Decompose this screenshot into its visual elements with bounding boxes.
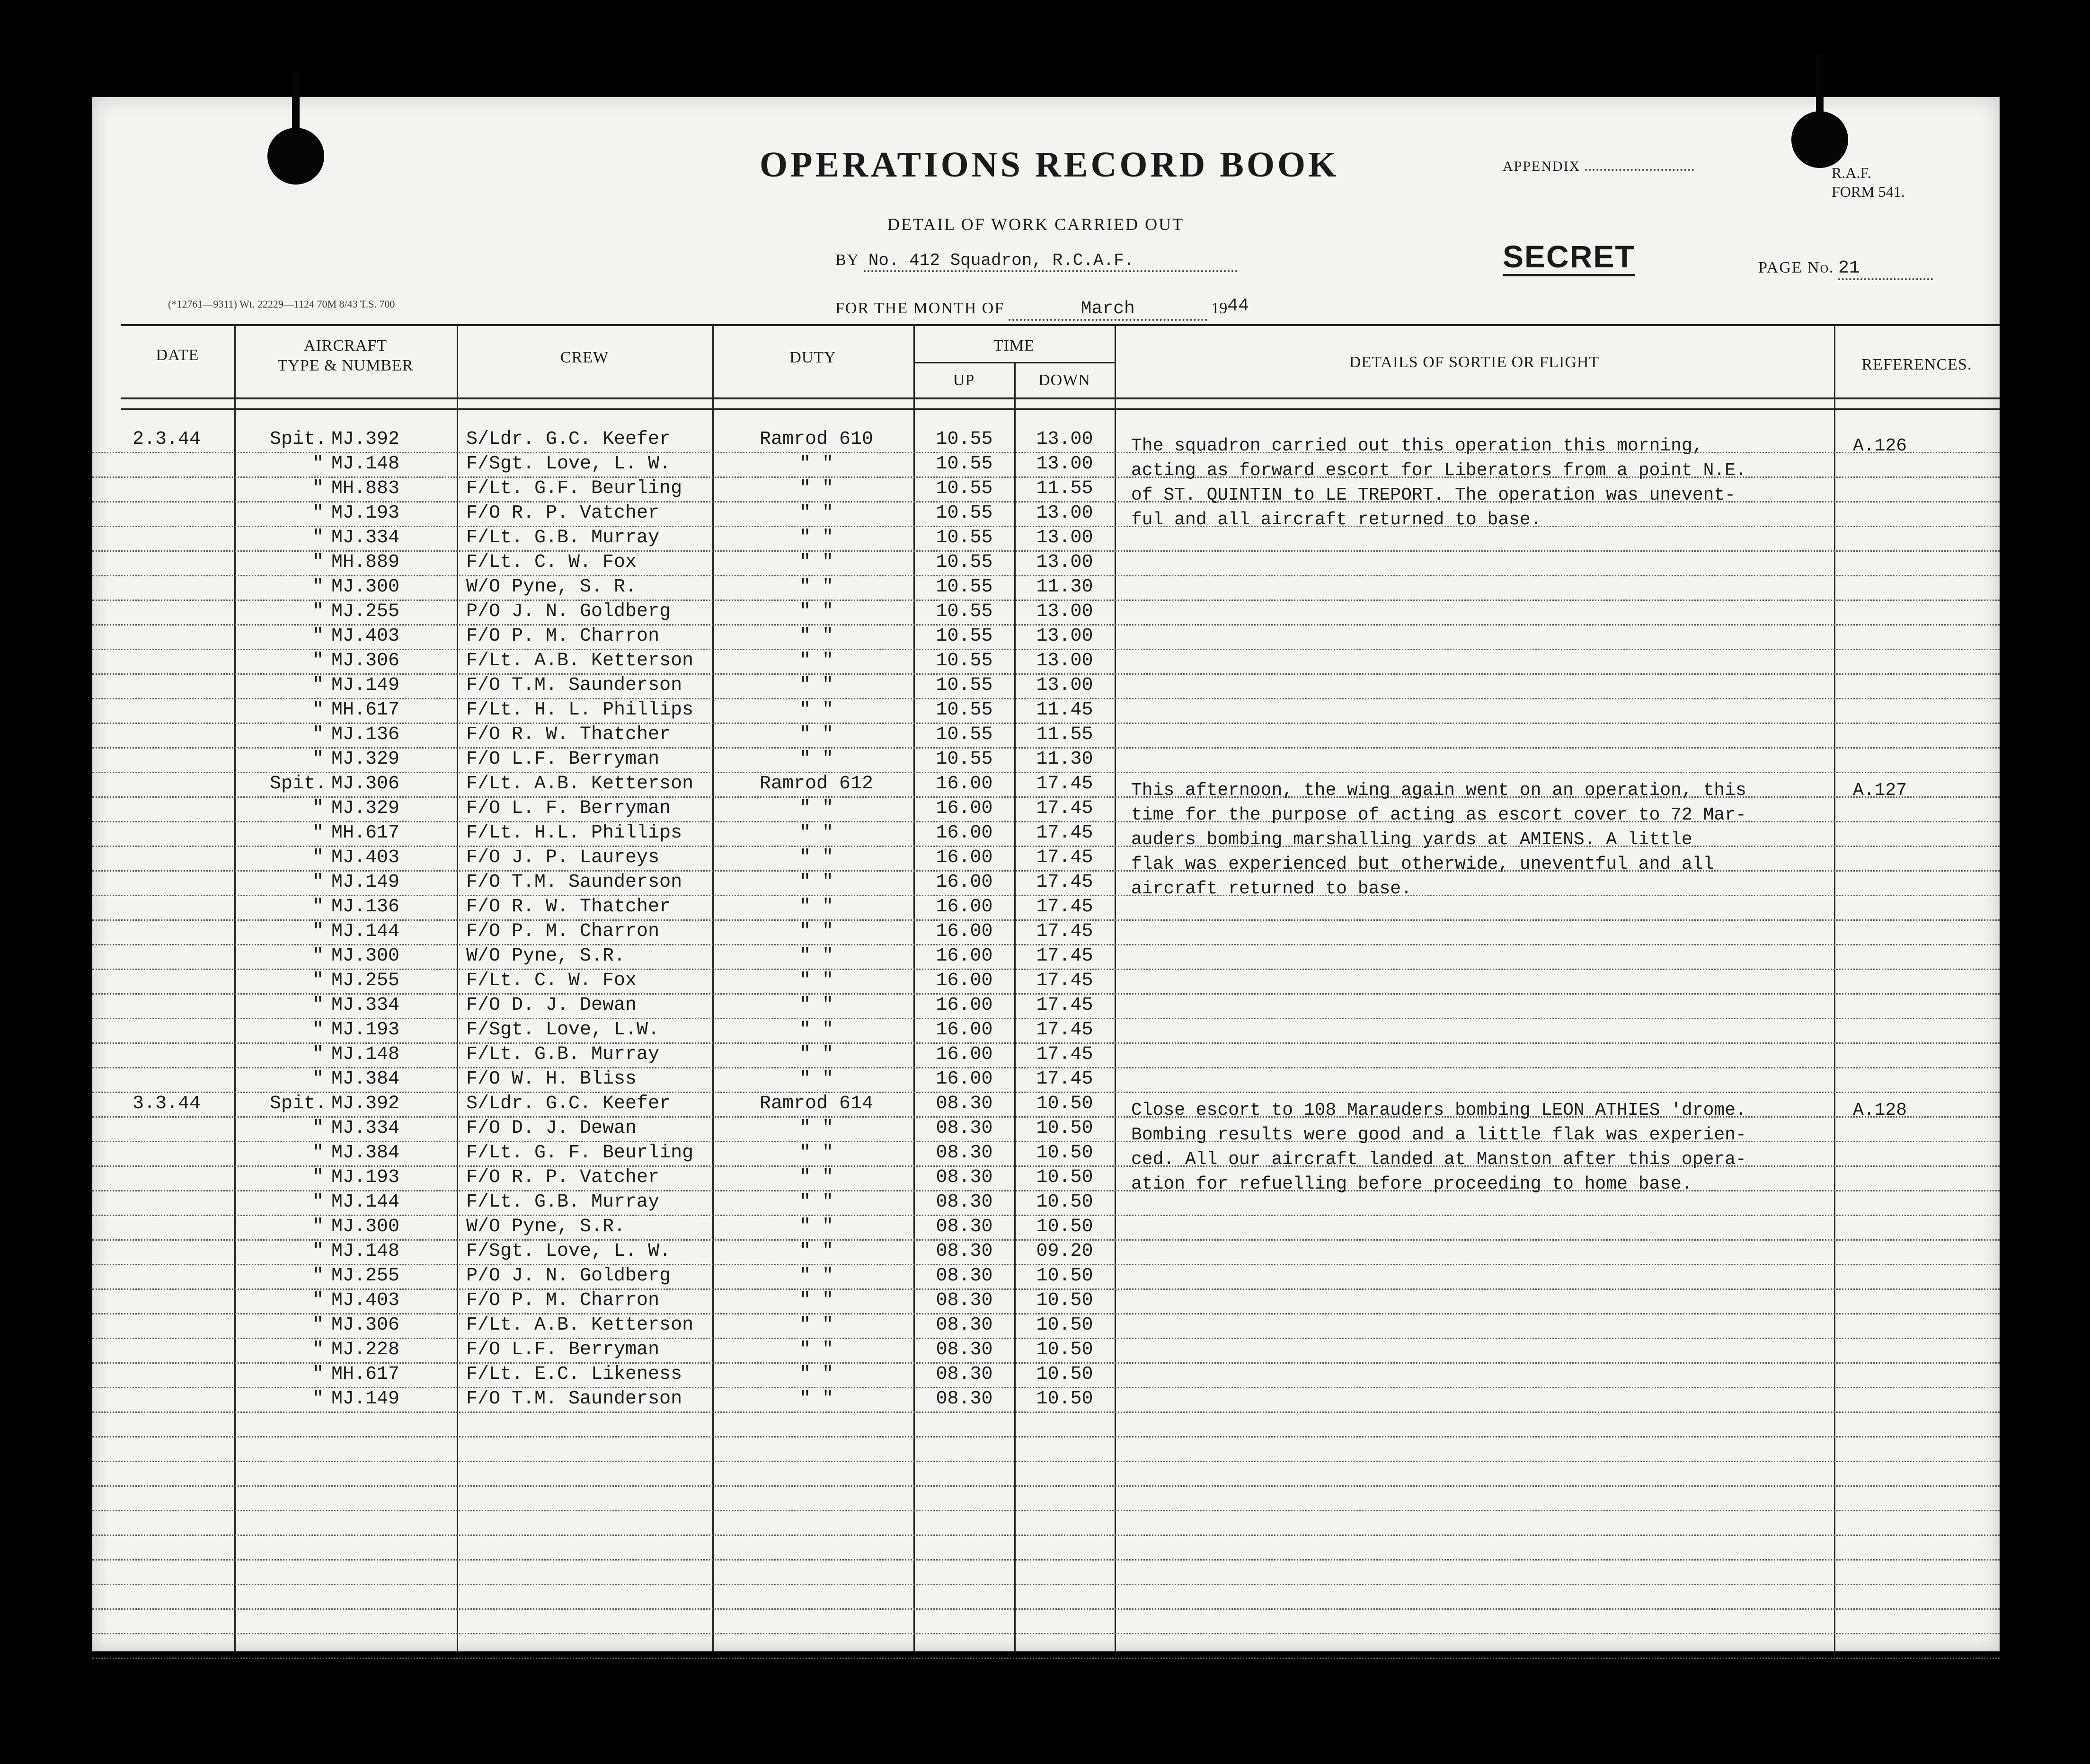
cell-crew: F/Lt. H.L. Phillips xyxy=(466,822,682,844)
cell-number: MJ.306 xyxy=(331,1314,400,1336)
cell-type: Spit. xyxy=(270,1093,327,1114)
cell-duty: " " xyxy=(799,527,833,548)
cell-duty: " " xyxy=(799,576,833,598)
cell-duty: Ramrod 612 xyxy=(759,773,874,794)
cell-number: MJ.329 xyxy=(331,749,400,770)
cell-type: " xyxy=(312,699,324,721)
cell-crew: F/Lt. E.C. Likeness xyxy=(466,1364,682,1385)
cell-up: 10.55 xyxy=(936,699,993,721)
cell-duty: Ramrod 614 xyxy=(759,1093,874,1114)
cell-duty: " " xyxy=(799,1290,833,1311)
detail-line: ced. All our aircraft landed at Manston after this opera- xyxy=(1131,1149,1746,1170)
cell-up: 08.30 xyxy=(936,1142,993,1164)
cell-down: 10.50 xyxy=(1036,1265,1093,1287)
cell-type: " xyxy=(312,1216,324,1237)
cell-up: 16.00 xyxy=(936,847,993,868)
cell-duty: " " xyxy=(799,1314,833,1336)
cell-crew: F/O P. M. Charron xyxy=(466,921,660,942)
cell-down: 10.50 xyxy=(1036,1216,1093,1237)
cell-number: MJ.306 xyxy=(331,773,400,794)
cell-duty: " " xyxy=(799,872,833,893)
cell-up: 10.55 xyxy=(936,724,993,745)
cell-type: " xyxy=(312,724,324,745)
cell-type: " xyxy=(312,1068,324,1090)
cell-number: MJ.148 xyxy=(331,453,400,475)
cell-down: 17.45 xyxy=(1036,970,1093,991)
cell-down: 17.45 xyxy=(1036,1019,1093,1041)
cell-type: " xyxy=(312,798,324,819)
cell-down: 17.45 xyxy=(1036,798,1093,819)
row-rule xyxy=(92,1510,2000,1511)
cell-down: 10.50 xyxy=(1036,1167,1093,1188)
cell-down: 17.45 xyxy=(1036,921,1093,942)
detail-line: auders bombing marshalling yards at AMIENS. A little xyxy=(1131,829,1692,850)
record-sheet xyxy=(92,97,2000,1651)
cell-down: 10.50 xyxy=(1036,1142,1093,1164)
cell-down: 17.45 xyxy=(1036,847,1093,868)
detail-line: The squadron carried out this operation this morning, xyxy=(1131,436,1703,456)
cell-type: " xyxy=(312,1167,324,1188)
cell-crew: F/Lt. G.B. Murray xyxy=(466,527,660,548)
cell-number: MJ.384 xyxy=(331,1068,400,1090)
cell-duty: " " xyxy=(799,1191,833,1213)
cell-down: 11.45 xyxy=(1036,699,1093,721)
cell-up: 08.30 xyxy=(936,1093,993,1114)
cell-crew: F/O T.M. Saunderson xyxy=(466,675,682,696)
cell-number: MJ.228 xyxy=(331,1339,400,1360)
detail-line: Close escort to 108 Marauders bombing LEON ATHIES 'drome. xyxy=(1131,1100,1746,1120)
cell-crew: F/O R. W. Thatcher xyxy=(466,896,671,917)
binder-hole-right xyxy=(1791,111,1848,168)
cell-up: 08.30 xyxy=(936,1118,993,1139)
cell-duty: " " xyxy=(799,1068,833,1090)
cell-up: 10.55 xyxy=(936,527,993,548)
cell-type: " xyxy=(312,970,324,991)
cell-down: 13.00 xyxy=(1036,650,1093,671)
cell-date: 3.3.44 xyxy=(133,1093,201,1114)
cell-duty: " " xyxy=(799,749,833,770)
print-code: (*12761—9311) Wt. 22229—1124 70M 8/43 T.S. 700 xyxy=(168,298,395,310)
cell-number: MH.889 xyxy=(331,552,400,573)
cell-down: 11.55 xyxy=(1036,724,1093,745)
cell-duty: Ramrod 610 xyxy=(759,429,874,450)
col-references: REFERENCES. xyxy=(1861,356,1972,373)
cell-up: 10.55 xyxy=(936,576,993,598)
cell-up: 08.30 xyxy=(936,1216,993,1237)
cell-crew: F/O L.F. Berryman xyxy=(466,1339,660,1360)
cell-duty: " " xyxy=(799,995,833,1016)
cell-type: " xyxy=(312,921,324,942)
cell-type: " xyxy=(312,749,324,770)
detail-line: acting as forward escort for Liberators from a point N.E. xyxy=(1131,460,1746,481)
cell-down: 13.00 xyxy=(1036,552,1093,573)
cell-down: 09.20 xyxy=(1036,1241,1093,1262)
cell-up: 08.30 xyxy=(936,1241,993,1262)
cell-duty: " " xyxy=(799,1044,833,1065)
cell-type: " xyxy=(312,822,324,844)
col-up: UP xyxy=(953,371,975,389)
cell-crew: F/O T.M. Saunderson xyxy=(466,1388,682,1410)
cell-duty: " " xyxy=(799,1265,833,1287)
cell-type: " xyxy=(312,1314,324,1336)
cell-down: 13.00 xyxy=(1036,675,1093,696)
cell-crew: F/O L.F. Berryman xyxy=(466,749,660,770)
cell-up: 08.30 xyxy=(936,1388,993,1410)
cell-down: 11.30 xyxy=(1036,576,1093,598)
col-crew: CREW xyxy=(560,349,609,366)
cell-number: MJ.403 xyxy=(331,1290,400,1311)
cell-duty: " " xyxy=(799,822,833,844)
cell-down: 17.45 xyxy=(1036,945,1093,967)
cell-down: 10.50 xyxy=(1036,1290,1093,1311)
cell-crew: W/O Pyne, S.R. xyxy=(466,1216,626,1237)
cell-down: 11.55 xyxy=(1036,478,1093,499)
cell-crew: S/Ldr. G.C. Keefer xyxy=(466,429,671,450)
cell-down: 17.45 xyxy=(1036,822,1093,844)
detail-line: Bombing results were good and a little flak was experien- xyxy=(1131,1125,1746,1145)
cell-duty: " " xyxy=(799,1241,833,1262)
cell-down: 10.50 xyxy=(1036,1093,1093,1114)
cell-number: MH.617 xyxy=(331,822,400,844)
cell-down: 13.00 xyxy=(1036,601,1093,622)
cell-down: 13.00 xyxy=(1036,626,1093,647)
cell-type: " xyxy=(312,1388,324,1410)
detail-line: This afternoon, the wing again went on an operation, this xyxy=(1131,780,1746,801)
cell-crew: F/O R. P. Vatcher xyxy=(466,503,660,524)
cell-crew: F/O L. F. Berryman xyxy=(466,798,671,819)
cell-type: " xyxy=(312,576,324,598)
col-date: DATE xyxy=(156,346,199,364)
cell-crew: F/Lt. A.B. Ketterson xyxy=(466,650,694,671)
cell-number: MJ.193 xyxy=(331,1019,400,1041)
row-rule xyxy=(92,1461,2000,1462)
cell-number: MJ.306 xyxy=(331,650,400,671)
row-rule xyxy=(92,1535,2000,1536)
cell-up: 16.00 xyxy=(936,921,993,942)
cell-number: MJ.300 xyxy=(331,576,400,598)
row-rule xyxy=(92,1559,2000,1561)
cell-number: MJ.149 xyxy=(331,1388,400,1410)
cell-duty: " " xyxy=(799,798,833,819)
row-rule xyxy=(92,1485,2000,1487)
cell-type: " xyxy=(312,896,324,917)
row-rule xyxy=(92,1633,2000,1634)
cell-up: 16.00 xyxy=(936,798,993,819)
cell-up: 16.00 xyxy=(936,896,993,917)
detail-line: time for the purpose of acting as escort cover to 72 Mar- xyxy=(1131,805,1746,825)
unit-line: BY No. 412 Squadron, R.C.A.F. xyxy=(835,251,1238,272)
cell-crew: F/Sgt. Love, L. W. xyxy=(466,1241,671,1262)
col-details: DETAILS OF SORTIE OR FLIGHT xyxy=(1349,353,1600,371)
cell-duty: " " xyxy=(799,724,833,745)
cell-type: " xyxy=(312,1265,324,1287)
cell-crew: F/O D. J. Dewan xyxy=(466,995,637,1016)
cell-duty: " " xyxy=(799,552,833,573)
cell-up: 10.55 xyxy=(936,626,993,647)
cell-number: MJ.255 xyxy=(331,601,400,622)
cell-type: " xyxy=(312,1044,324,1065)
cell-type: " xyxy=(312,1118,324,1139)
cell-down: 17.45 xyxy=(1036,1044,1093,1065)
cell-crew: W/O Pyne, S.R. xyxy=(466,945,626,967)
cell-down: 17.45 xyxy=(1036,896,1093,917)
cell-crew: F/O T.M. Saunderson xyxy=(466,872,682,893)
cell-up: 08.30 xyxy=(936,1191,993,1213)
cell-up: 16.00 xyxy=(936,970,993,991)
cell-duty: " " xyxy=(799,601,833,622)
page-number: PAGE No. 21 xyxy=(1758,258,1933,280)
cell-crew: F/O R. W. Thatcher xyxy=(466,724,671,745)
cell-crew: F/Lt. C. W. Fox xyxy=(466,970,637,991)
cell-type: " xyxy=(312,453,324,475)
cell-crew: P/O J. N. Goldberg xyxy=(466,1265,671,1287)
cell-duty: " " xyxy=(799,453,833,475)
col-duty: DUTY xyxy=(789,349,836,366)
month-value: March xyxy=(1009,299,1207,321)
cell-duty: " " xyxy=(799,675,833,696)
reference-code: A.127 xyxy=(1853,780,1907,801)
cell-duty: " " xyxy=(799,626,833,647)
cell-number: MJ.255 xyxy=(331,1265,400,1287)
cell-up: 16.00 xyxy=(936,773,993,794)
cell-down: 17.45 xyxy=(1036,995,1093,1016)
cell-number: MJ.144 xyxy=(331,921,400,942)
cell-up: 10.55 xyxy=(936,503,993,524)
cell-down: 13.00 xyxy=(1036,429,1093,450)
cell-type: " xyxy=(312,847,324,868)
cell-down: 11.30 xyxy=(1036,749,1093,770)
cell-up: 16.00 xyxy=(936,995,993,1016)
row-rule xyxy=(92,1658,2000,1659)
cell-duty: " " xyxy=(799,1388,833,1410)
cell-duty: " " xyxy=(799,699,833,721)
unit-name: No. 412 Squadron, R.C.A.F. xyxy=(864,251,1238,272)
detail-line: of ST. QUINTIN to LE TREPORT. The operation was unevent- xyxy=(1131,485,1736,505)
cell-crew: W/O Pyne, S. R. xyxy=(466,576,637,598)
cell-crew: F/Lt. A.B. Ketterson xyxy=(466,773,694,794)
row-rule xyxy=(92,1411,2000,1413)
cell-duty: " " xyxy=(799,847,833,868)
cell-crew: P/O J. N. Goldberg xyxy=(466,601,671,622)
cell-number: MJ.392 xyxy=(331,429,400,450)
cell-down: 10.50 xyxy=(1036,1388,1093,1410)
cell-number: MH.883 xyxy=(331,478,400,499)
cell-type: " xyxy=(312,945,324,967)
cell-up: 16.00 xyxy=(936,1044,993,1065)
row-rule xyxy=(92,1436,2000,1438)
cell-number: MJ.149 xyxy=(331,675,400,696)
cell-crew: F/O P. M. Charron xyxy=(466,1290,660,1311)
cell-down: 13.00 xyxy=(1036,527,1093,548)
cell-type: " xyxy=(312,1339,324,1360)
cell-type: " xyxy=(312,601,324,622)
cell-duty: " " xyxy=(799,478,833,499)
cell-down: 17.45 xyxy=(1036,872,1093,893)
reference-code: A.126 xyxy=(1853,436,1907,456)
cell-type: " xyxy=(312,1191,324,1213)
detail-line: ful and all aircraft returned to base. xyxy=(1131,510,1541,530)
cell-down: 10.50 xyxy=(1036,1118,1093,1139)
month-line: FOR THE MONTH OF March 1944 xyxy=(835,296,1249,321)
cell-duty: " " xyxy=(799,1142,833,1164)
cell-number: MJ.193 xyxy=(331,1167,400,1188)
cell-type: " xyxy=(312,1364,324,1385)
form-subtitle: DETAIL OF WORK CARRIED OUT xyxy=(887,215,1185,234)
cell-crew: F/O P. M. Charron xyxy=(466,626,660,647)
cell-crew: F/Lt. G.B. Murray xyxy=(466,1191,660,1213)
cell-crew: F/Lt. A.B. Ketterson xyxy=(466,1314,694,1336)
col-time: TIME xyxy=(993,337,1035,354)
cell-number: MH.617 xyxy=(331,699,400,721)
cell-up: 10.55 xyxy=(936,478,993,499)
cell-duty: " " xyxy=(799,1167,833,1188)
form-title: OPERATIONS RECORD BOOK xyxy=(760,145,1339,185)
cell-number: MJ.255 xyxy=(331,970,400,991)
raf-form-number: R.A.F. FORM 541. xyxy=(1832,164,1905,200)
cell-type: " xyxy=(312,552,324,573)
cell-up: 10.55 xyxy=(936,650,993,671)
col-aircraft: AIRCRAFT TYPE & NUMBER xyxy=(277,337,414,374)
cell-up: 16.00 xyxy=(936,1019,993,1041)
cell-up: 16.00 xyxy=(936,822,993,844)
cell-crew: F/Sgt. Love, L. W. xyxy=(466,453,671,475)
cell-number: MJ.329 xyxy=(331,798,400,819)
cell-down: 13.00 xyxy=(1036,503,1093,524)
cell-up: 08.30 xyxy=(936,1265,993,1287)
cell-type: " xyxy=(312,872,324,893)
cell-number: MJ.148 xyxy=(331,1044,400,1065)
cell-down: 10.50 xyxy=(1036,1314,1093,1336)
cell-type: " xyxy=(312,1019,324,1041)
appendix-label: APPENDIX xyxy=(1503,159,1694,175)
cell-duty: " " xyxy=(799,1339,833,1360)
cell-crew: F/Sgt. Love, L.W. xyxy=(466,1019,660,1041)
cell-number: MJ.334 xyxy=(331,527,400,548)
cell-down: 10.50 xyxy=(1036,1191,1093,1213)
cell-crew: F/Lt. G. F. Beurling xyxy=(466,1142,694,1164)
cell-up: 08.30 xyxy=(936,1314,993,1336)
cell-type: Spit. xyxy=(270,429,327,450)
cell-type: " xyxy=(312,995,324,1016)
cell-duty: " " xyxy=(799,650,833,671)
cell-down: 17.45 xyxy=(1036,1068,1093,1090)
cell-up: 16.00 xyxy=(936,945,993,967)
cell-crew: F/O W. H. Bliss xyxy=(466,1068,637,1090)
cell-number: MJ.136 xyxy=(331,724,400,745)
cell-duty: " " xyxy=(799,970,833,991)
cell-crew: F/Lt. H. L. Phillips xyxy=(466,699,694,721)
cell-crew: F/Lt. C. W. Fox xyxy=(466,552,637,573)
cell-type: " xyxy=(312,675,324,696)
cell-duty: " " xyxy=(799,945,833,967)
cell-number: MJ.149 xyxy=(331,872,400,893)
cell-duty: " " xyxy=(799,503,833,524)
cell-number: MJ.403 xyxy=(331,626,400,647)
cell-up: 08.30 xyxy=(936,1167,993,1188)
binder-hole-left xyxy=(267,128,324,185)
cell-number: MJ.193 xyxy=(331,503,400,524)
cell-down: 10.50 xyxy=(1036,1339,1093,1360)
cell-number: MJ.136 xyxy=(331,896,400,917)
cell-duty: " " xyxy=(799,1118,833,1139)
cell-number: MJ.144 xyxy=(331,1191,400,1213)
detail-line: flak was experienced but otherwide, uneventful and all xyxy=(1131,854,1714,874)
cell-number: MJ.300 xyxy=(331,945,400,967)
cell-crew: F/Lt. G.F. Beurling xyxy=(466,478,682,499)
cell-crew: S/Ldr. G.C. Keefer xyxy=(466,1093,671,1114)
cell-duty: " " xyxy=(799,896,833,917)
cell-up: 10.55 xyxy=(936,749,993,770)
cell-duty: " " xyxy=(799,1364,833,1385)
cell-up: 10.55 xyxy=(936,601,993,622)
cell-crew: F/Lt. G.B. Murray xyxy=(466,1044,660,1065)
cell-up: 08.30 xyxy=(936,1290,993,1311)
cell-crew: F/O D. J. Dewan xyxy=(466,1118,637,1139)
cell-up: 16.00 xyxy=(936,1068,993,1090)
cell-up: 10.55 xyxy=(936,429,993,450)
cell-number: MJ.334 xyxy=(331,1118,400,1139)
cell-crew: F/O R. P. Vatcher xyxy=(466,1167,660,1188)
cell-type: " xyxy=(312,527,324,548)
cell-type: " xyxy=(312,1241,324,1262)
col-down: DOWN xyxy=(1038,371,1090,389)
cell-down: 17.45 xyxy=(1036,773,1093,794)
cell-date: 2.3.44 xyxy=(133,429,201,450)
row-rule xyxy=(92,1608,2000,1610)
cell-type: " xyxy=(312,1142,324,1164)
row-rule xyxy=(92,1584,2000,1585)
cell-duty: " " xyxy=(799,1019,833,1041)
cell-up: 10.55 xyxy=(936,675,993,696)
cell-down: 10.50 xyxy=(1036,1364,1093,1385)
detail-line: ation for refuelling before proceeding to home base. xyxy=(1131,1174,1692,1194)
cell-up: 10.55 xyxy=(936,453,993,475)
cell-up: 10.55 xyxy=(936,552,993,573)
cell-down: 13.00 xyxy=(1036,453,1093,475)
detail-line: aircraft returned to base. xyxy=(1131,879,1412,899)
cell-crew: F/O J. P. Laureys xyxy=(466,847,660,868)
cell-number: MJ.392 xyxy=(331,1093,400,1114)
cell-up: 08.30 xyxy=(936,1339,993,1360)
secret-stamp: SECRET xyxy=(1503,239,1635,276)
cell-type: " xyxy=(312,650,324,671)
cell-type: Spit. xyxy=(270,773,327,794)
cell-up: 16.00 xyxy=(936,872,993,893)
reference-code: A.128 xyxy=(1853,1100,1907,1120)
cell-number: MJ.334 xyxy=(331,995,400,1016)
cell-type: " xyxy=(312,1290,324,1311)
cell-up: 08.30 xyxy=(936,1364,993,1385)
cell-type: " xyxy=(312,503,324,524)
cell-type: " xyxy=(312,478,324,499)
cell-number: MJ.384 xyxy=(331,1142,400,1164)
cell-duty: " " xyxy=(799,1216,833,1237)
cell-type: " xyxy=(312,626,324,647)
cell-number: MH.617 xyxy=(331,1364,400,1385)
cell-number: MJ.403 xyxy=(331,847,400,868)
cell-number: MJ.300 xyxy=(331,1216,400,1237)
cell-duty: " " xyxy=(799,921,833,942)
cell-number: MJ.148 xyxy=(331,1241,400,1262)
